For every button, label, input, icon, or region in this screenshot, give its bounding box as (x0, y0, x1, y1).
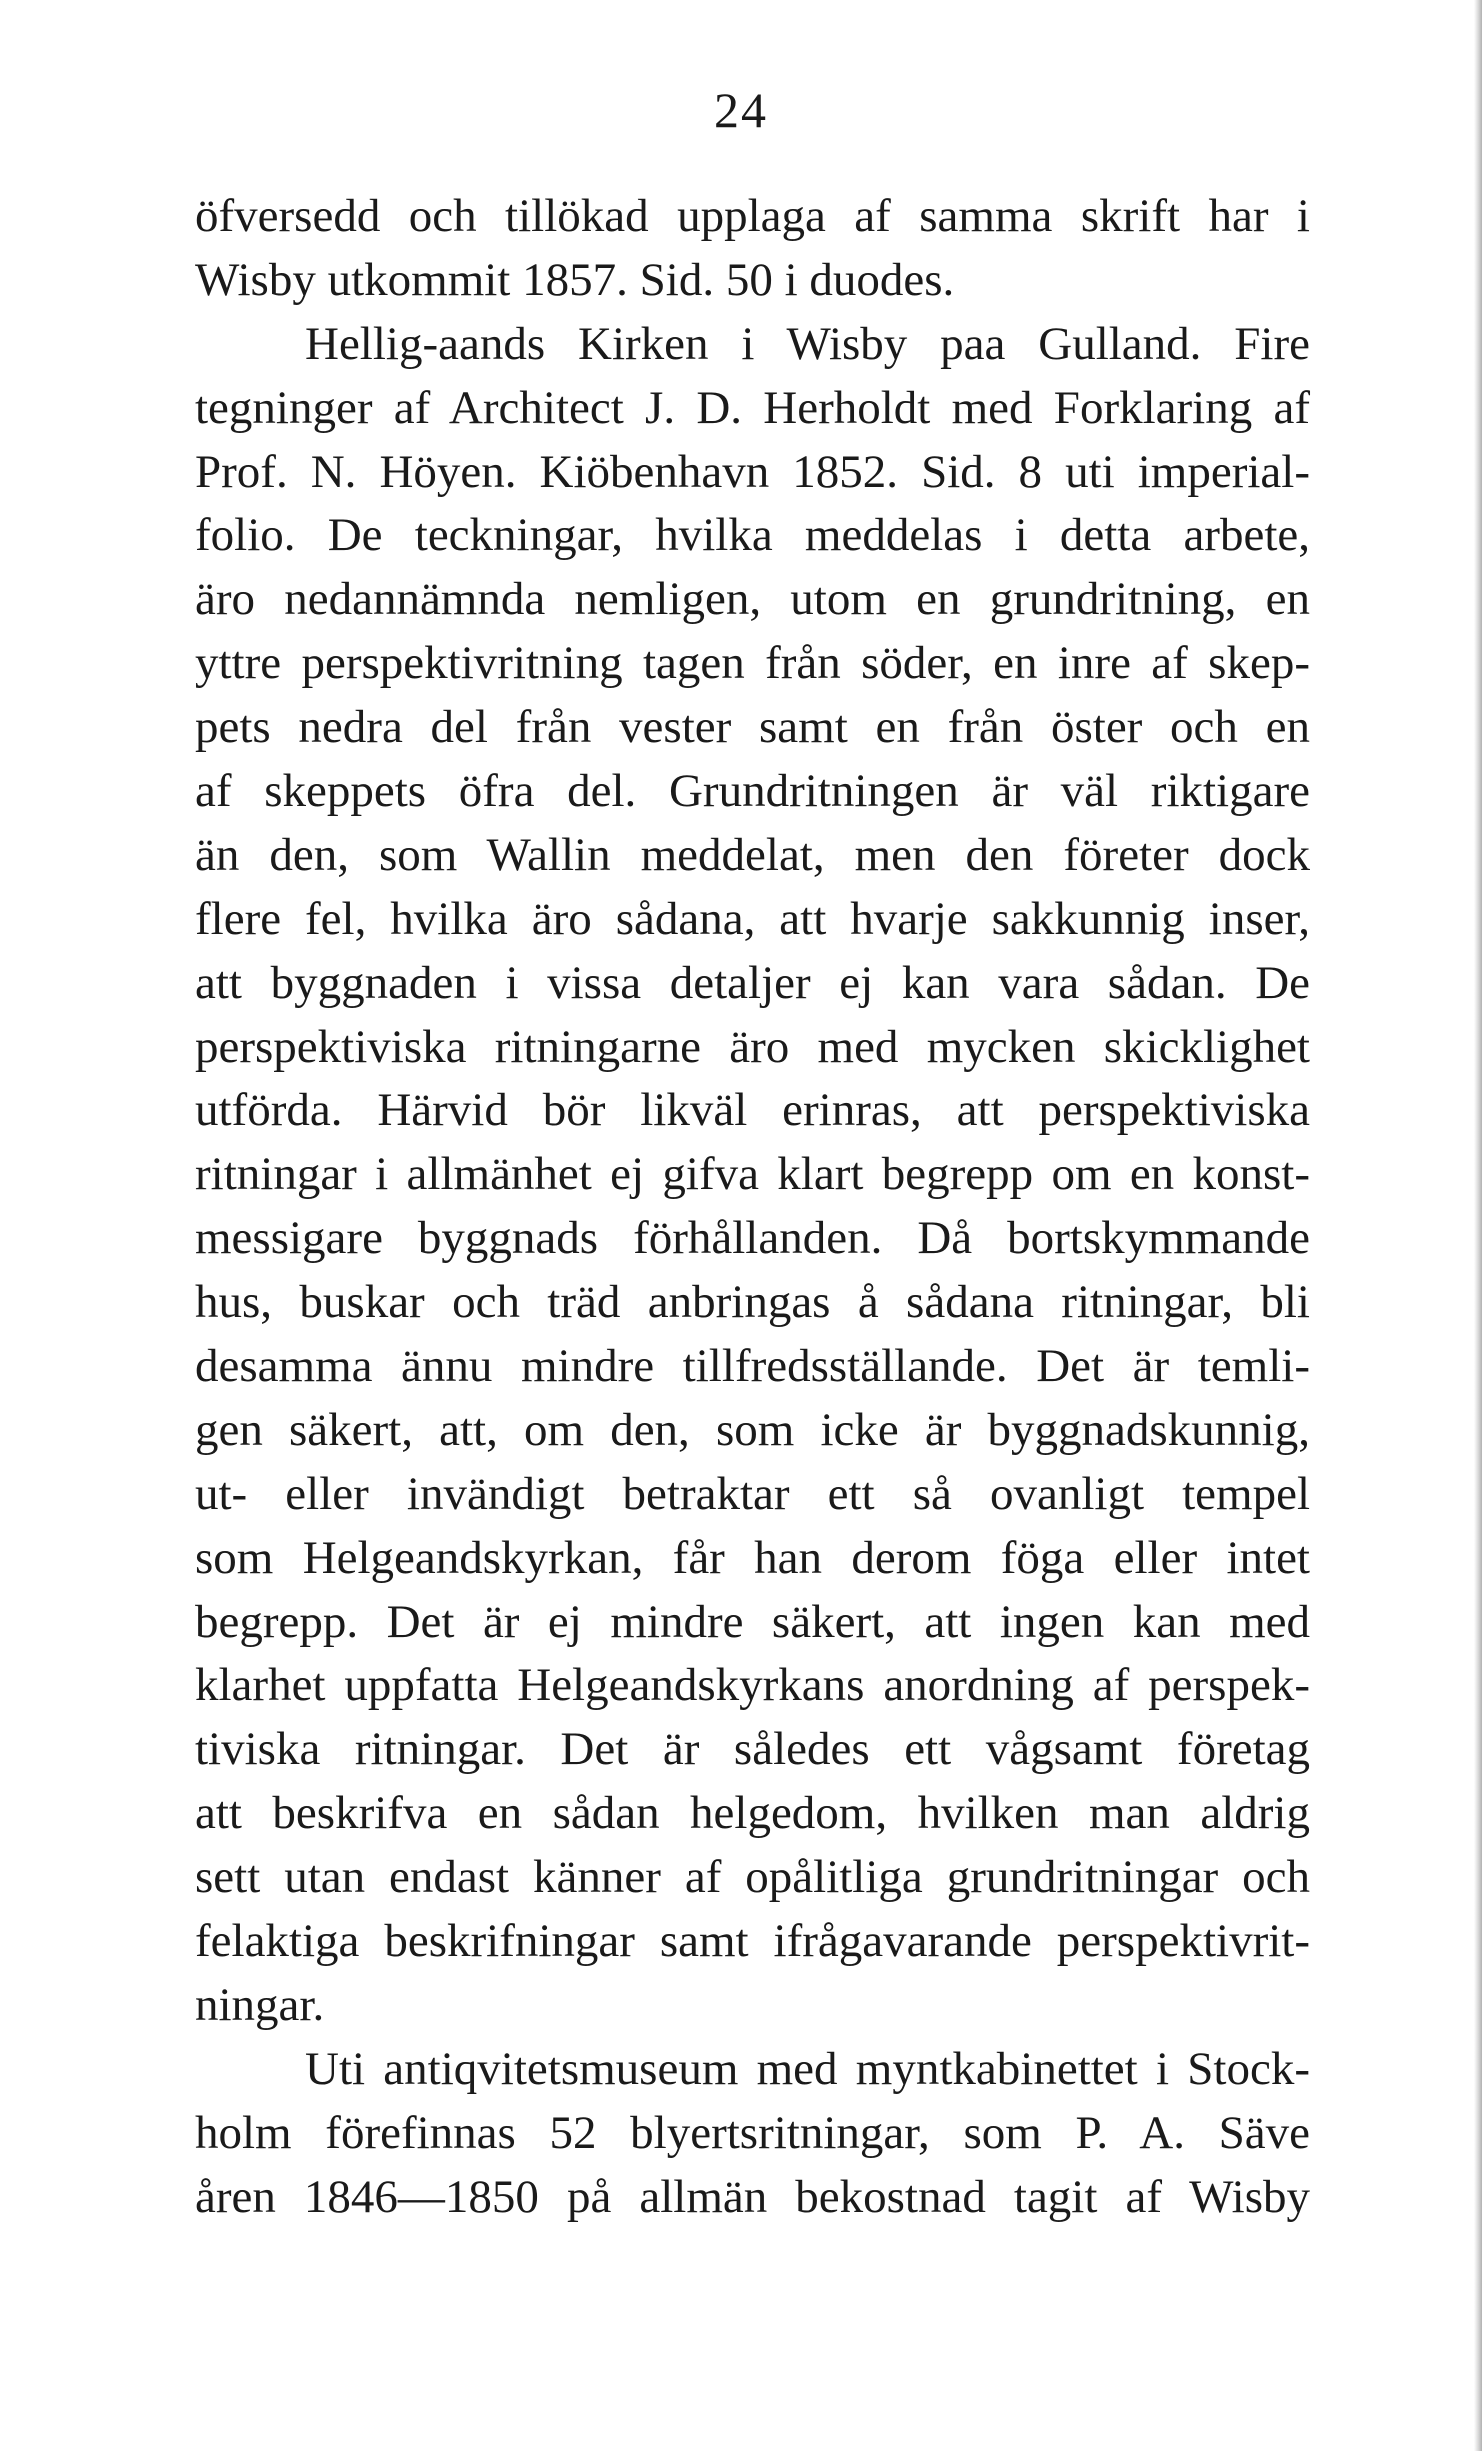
text-line: klarhet uppfatta Helgeandskyrkans anordning af perspek- (195, 1659, 1310, 1712)
text-line: äro nedannämnda nemligen, utom en grundritning, en (195, 573, 1310, 626)
text-line: att beskrifva en sådan helgedom, hvilken man aldrig (195, 1787, 1310, 1840)
text-line: Prof. N. Höyen. Kiöbenhavn 1852. Sid. 8 uti imperial- (195, 445, 1310, 498)
text-line: åren 1846—1850 på allmän bekostnad tagit af Wisby (195, 2170, 1310, 2223)
text-line: ut- eller invändigt betraktar ett så ovanligt tempel (195, 1467, 1310, 1520)
text-line: perspektiviska ritningarne äro med mycken skicklighet (195, 1020, 1310, 1073)
text-line: yttre perspektivritning tagen från söder, en inre af skep- (195, 637, 1310, 690)
text-line: ningar. (195, 1978, 325, 2031)
text-line: ritningar i allmänhet ej gifva klart begrepp om en konst- (195, 1148, 1310, 1201)
text-line: att byggnaden i vissa detaljer ej kan vara sådan. De (195, 956, 1310, 1009)
body-text (195, 185, 1310, 2230)
page-number: 24 (714, 82, 768, 138)
text-line: holm förefinnas 52 blyertsritningar, som P. A. Säve (195, 2106, 1310, 2159)
text-line: tegninger af Architect J. D. Herholdt med Forklaring af (195, 381, 1310, 434)
text-line: utförda. Härvid bör likväl erinras, att perspektiviska (195, 1084, 1310, 1137)
text-line: Wisby utkommit 1857. Sid. 50 i duodes. (195, 253, 955, 306)
text-line: folio. De teckningar, hvilka meddelas i detta arbete, (195, 509, 1310, 562)
text-line: begrepp. Det är ej mindre säkert, att ingen kan med (195, 1595, 1310, 1648)
text-line: af skeppets öfra del. Grundritningen är väl riktigare (195, 765, 1310, 818)
text-line: Uti antiqvitetsmuseum med myntkabinettet i Stock- (305, 2042, 1310, 2095)
text-line: messigare byggnads förhållanden. Då bortskymmande (195, 1212, 1310, 1265)
page-edge-shadow (1474, 0, 1482, 2451)
text-line: som Helgeandskyrkan, får han derom föga eller intet (195, 1531, 1310, 1584)
text-line: öfversedd och tillökad upplaga af samma skrift har i (195, 190, 1310, 242)
text-line: gen säkert, att, om den, som icke är byggnadskunnig, (195, 1403, 1310, 1456)
text-line: sett utan endast känner af opålitliga grundritningar och (195, 1851, 1310, 1904)
text-line: felaktiga beskrifningar samt ifrågavarande perspektivrit- (195, 1915, 1310, 1968)
text-line: desamma ännu mindre tillfredsställande. Det är temli- (195, 1340, 1310, 1393)
text-line: flere fel, hvilka äro sådana, att hvarje sakkunnig inser, (195, 892, 1310, 945)
text-line: än den, som Wallin meddelat, men den företer dock (195, 828, 1310, 881)
text-line: Hellig-aands Kirken i Wisby paa Gulland. Fire (305, 317, 1310, 370)
text-line: pets nedra del från vester samt en från öster och en (195, 701, 1310, 754)
text-line: tiviska ritningar. Det är således ett vågsamt företag (195, 1723, 1310, 1776)
text-line: hus, buskar och träd anbringas å sådana ritningar, bli (195, 1276, 1310, 1329)
